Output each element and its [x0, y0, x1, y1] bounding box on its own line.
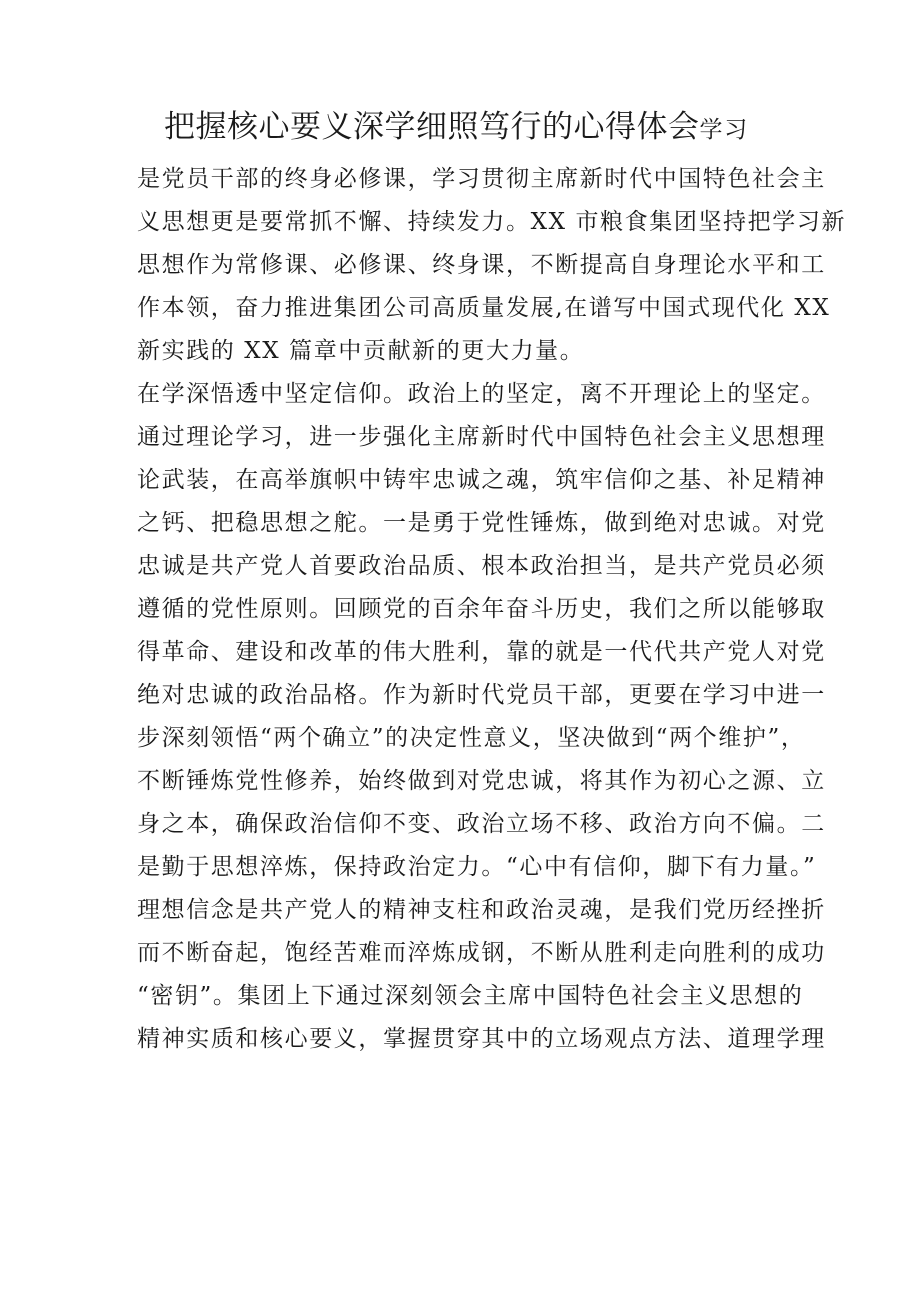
document-title-line [164, 107, 749, 152]
title-trailing-text: 学习 [699, 117, 749, 143]
paragraph-line: 思想作为常修课、必修课、终身课，不断提高自身理论水平和工 [137, 252, 826, 278]
paragraph-line: 而不断奋起，饱经苦难而淬炼成钢，不断从胜利走向胜利的成功 [137, 940, 826, 966]
paragraph-line: 身之本，确保政治信仰不变、政治立场不移、政治方向不偏。二 [137, 811, 826, 837]
paragraph-line: 步深刻领悟“两个确立”的决定性意义，坚决做到“两个维护”， [137, 725, 806, 751]
paragraph-line: “密钥”。集团上下通过深刻领会主席中国特色社会主义思想的 [137, 983, 804, 1009]
paragraph-line: 论武装，在高举旗帜中铸牢忠诚之魂，筑牢信仰之基、补足精神 [137, 467, 826, 493]
paragraph-line: 作本领，奋力推进集团公司高质量发展,在谱写中国式现代化 XX [137, 295, 831, 321]
paragraph-line: 在学深悟透中坚定信仰。政治上的坚定，离不开理论上的坚定。 [137, 381, 826, 407]
paragraph-line: 得革命、建设和改革的伟大胜利，靠的就是一代代共产党人对党 [137, 639, 826, 665]
paragraph-line: 遵循的党性原则。回顾党的百余年奋斗历史，我们之所以能够取 [137, 596, 826, 622]
document-title: 把握核心要义深学细照笃行的心得体会 [164, 109, 700, 145]
paragraph-line: 是勤于思想淬炼，保持政治定力。“心中有信仰，脚下有力量。” [137, 854, 817, 880]
paragraph-line: 通过理论学习，进一步强化主席新时代中国特色社会主义思想理 [137, 424, 826, 450]
paragraph-line: 是党员干部的终身必修课，学习贯彻主席新时代中国特色社会主 [137, 166, 826, 192]
paragraph-line: 忠诚是共产党人首要政治品质、根本政治担当，是共产党员必须 [137, 553, 826, 579]
paragraph-line: 新实践的 XX 篇章中贡献新的更大力量。 [137, 338, 585, 364]
paragraph-line: 之钙、把稳思想之舵。一是勇于党性锤炼，做到绝对忠诚。对党 [137, 510, 826, 536]
paragraph-line: 绝对忠诚的政治品格。作为新时代党员干部，更要在学习中进一 [137, 682, 826, 708]
paragraph-line: 理想信念是共产党人的精神支柱和政治灵魂，是我们党历经挫折 [137, 897, 826, 923]
paragraph-line: 义思想更是要常抓不懈、持续发力。XX 市粮食集团坚持把学习新 [137, 209, 847, 235]
paragraph-line: 精神实质和核心要义，掌握贯穿其中的立场观点方法、道理学理 [137, 1026, 826, 1052]
paragraph-line: 不断锤炼党性修养，始终做到对党忠诚，将其作为初心之源、立 [137, 768, 826, 794]
